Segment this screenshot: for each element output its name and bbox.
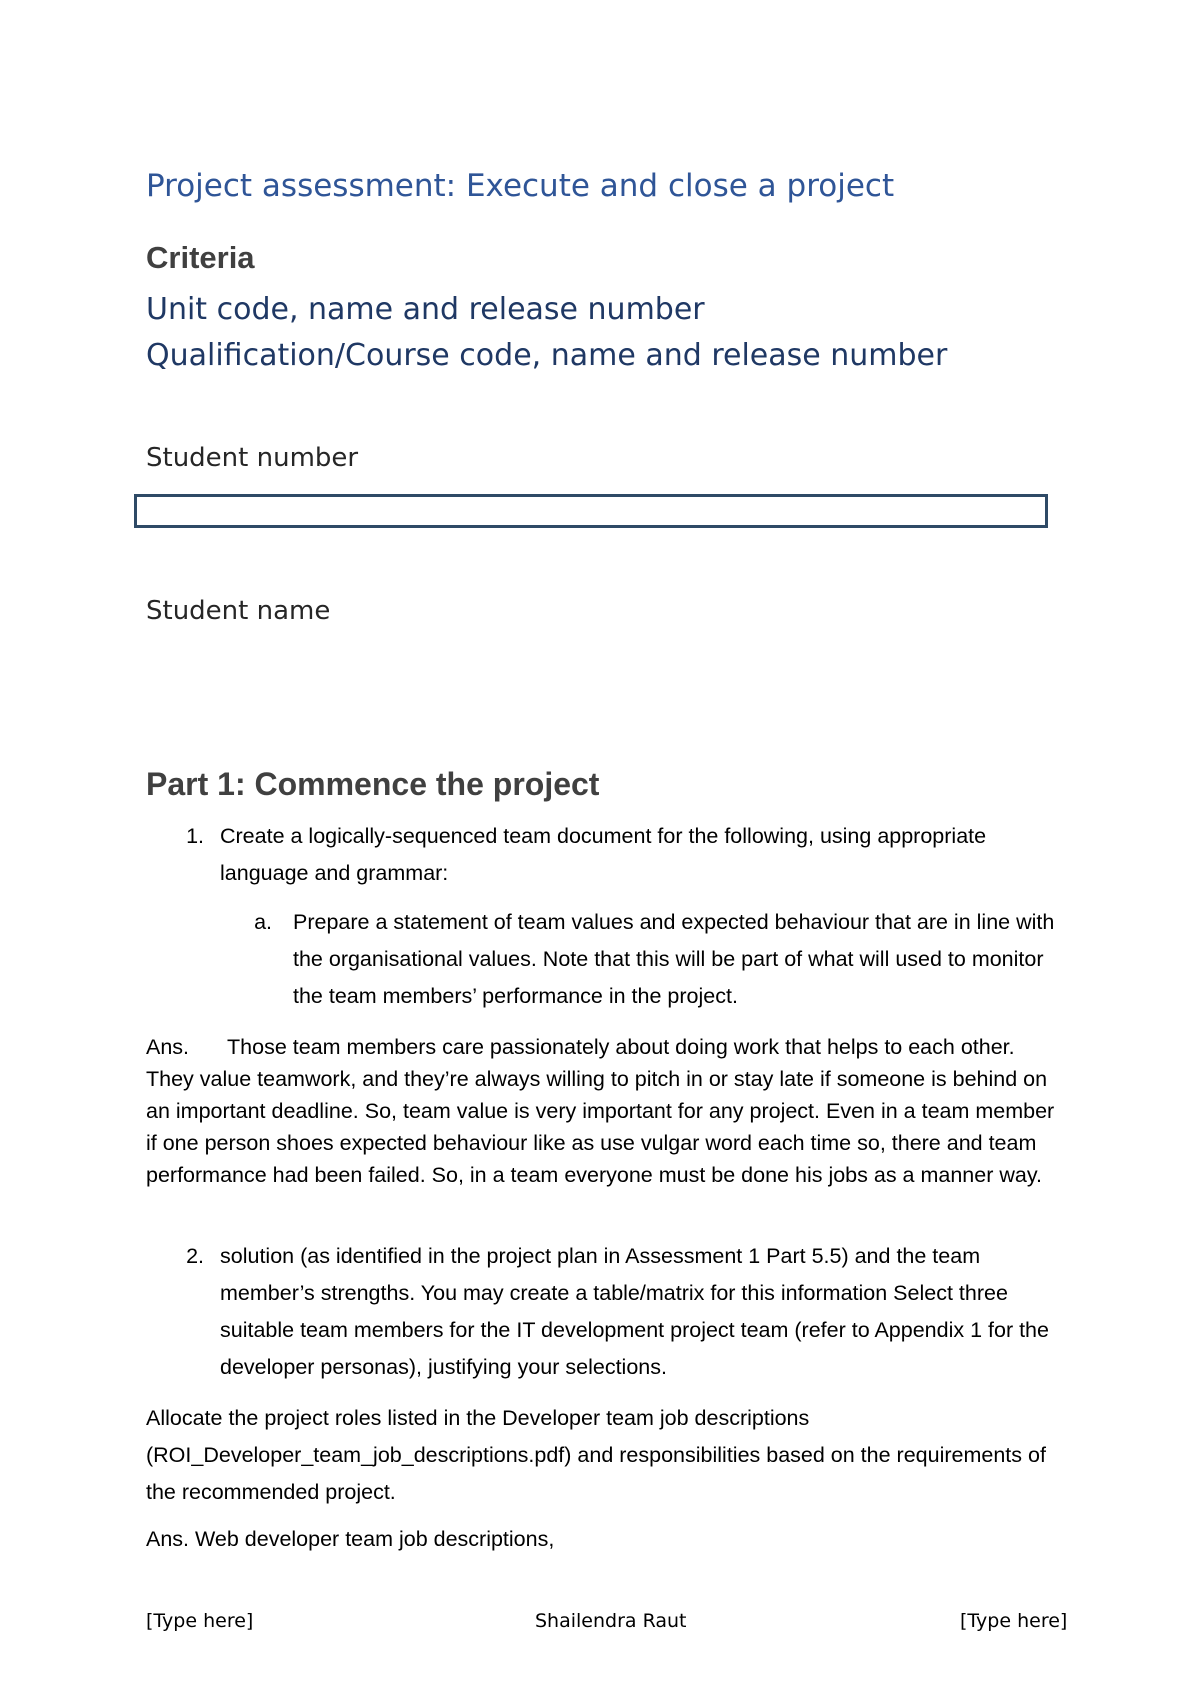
footer-left: [Type here] (146, 1610, 254, 1632)
list-item-2 (148, 1238, 1068, 1388)
answer-text: Those team members care passionately about doing work that helps to each other. They value teamwork, and they’re always willing to pitch in or stay late if someone is behind on an important deadline. So, team value is very important for any project. Even in a team member if one person shoes expected behaviour like as use vulgar word each time so, there and team performance had been failed. So, in a team everyone must be done his jobs as a manner way. (146, 1035, 1055, 1187)
criteria-heading: Criteria (146, 240, 255, 275)
answer-1 (146, 1031, 1066, 1191)
footer-center: Shailendra Raut (535, 1610, 687, 1632)
list-letter: a. (254, 910, 272, 934)
student-number-field[interactable] (134, 494, 1048, 528)
allocate-paragraph: Allocate the project roles listed in the Developer team job descriptions (ROI_Developer_team_job_descriptions.pdf) and responsibilities based on the requirements of the recommended project. (146, 1406, 1046, 1504)
list-number: 1. (186, 824, 204, 848)
part1-heading: Part 1: Commence the project (146, 766, 600, 802)
footer-right: [Type here] (960, 1610, 1068, 1632)
answer-prefix: Ans. (146, 1035, 190, 1059)
list-item-text: solution (as identified in the project plan in Assessment 1 Part 5.5) and the team member’s strengths. You may create a table/matrix for this information Select three suitable team members for the IT development project team (refer to Appendix 1 for the developer personas), justifying your selections. (220, 1244, 1049, 1379)
unit-line: Unit code, name and release number (146, 292, 705, 327)
document-title: Project assessment: Execute and close a project (146, 168, 895, 204)
student-number-label: Student number (146, 443, 359, 473)
qualification-line: Qualification/Course code, name and release number (146, 338, 948, 373)
answer-2: Ans. Web developer team job descriptions, (146, 1527, 555, 1551)
list-item-text: Prepare a statement of team values and expected behaviour that are in line with the organisational values. Note that this will be part of what will used to monitor the team members’ performance in the project. (293, 910, 1055, 1008)
list-item-1a (148, 904, 1068, 1019)
list-item-1 (148, 818, 1068, 898)
student-name-label: Student name (146, 596, 331, 626)
list-item-text: Create a logically-sequenced team document for the following, using appropriate language and grammar: (220, 824, 987, 885)
list-number: 2. (186, 1244, 204, 1268)
